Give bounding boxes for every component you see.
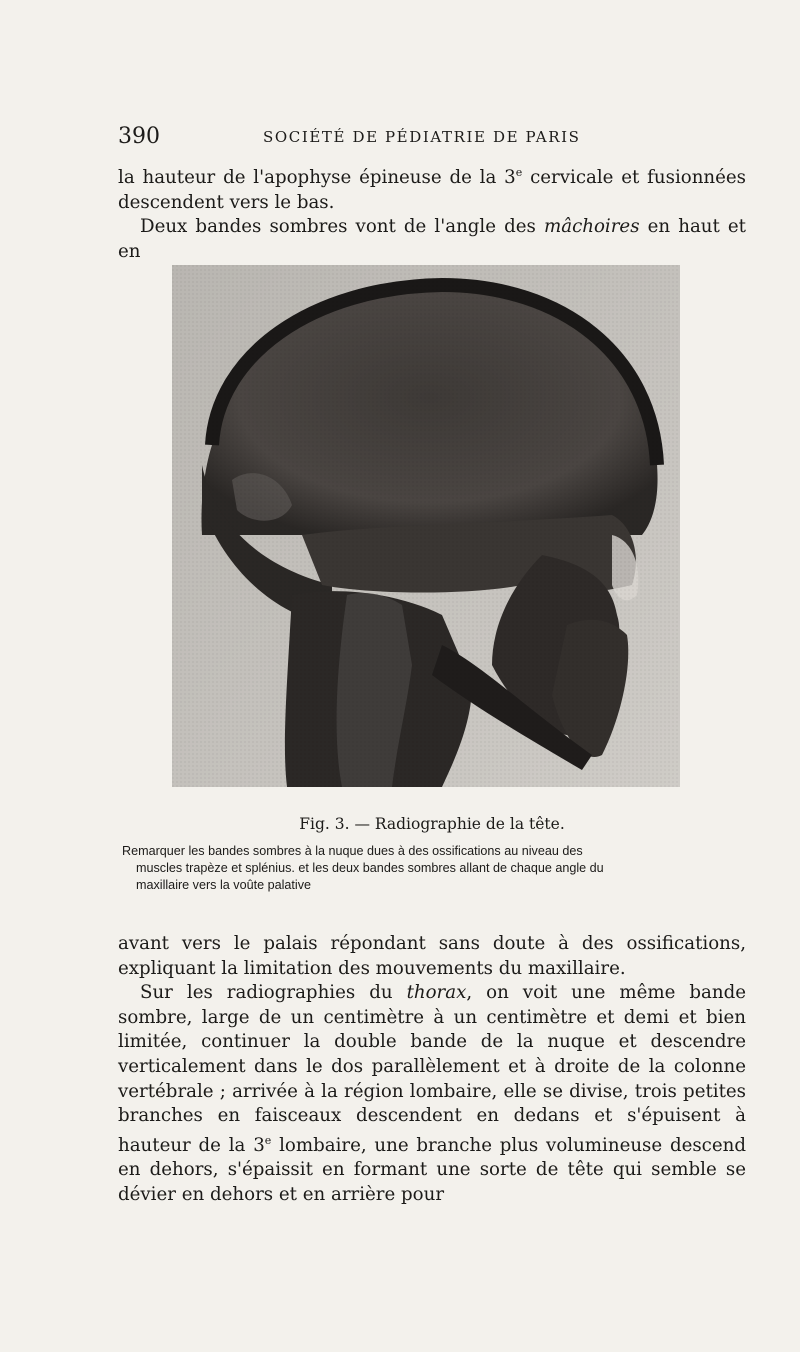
skull-radiograph-image (172, 265, 680, 787)
bottom-text-block (118, 932, 746, 1208)
page-header (118, 124, 746, 154)
figure-note-line: maxillaire vers la voûte palative (136, 878, 311, 892)
figure-note (122, 843, 748, 894)
paragraph: Deux bandes sombres vont de l'angle des mâchoires en haut et en (118, 216, 746, 262)
paragraph: Sur les radiographies du thorax, on voit une même bande sombre, large de un centimètre à un centimètre et demi et bien limitée, continuer la double bande de la nuque et descendre verticalement dans le dos parallèlement et à droite de la colonne vertébrale ; arrivée à la région lombaire, elle se divise, trois petites branches en faisceaux descendent en dedans et s'épuisent à hauteur de la 3e lombaire, une branche plus volumineuse descend en dehors, s'épaissit en formant une sorte de tête qui semble se dévier en dehors et en arrière pour (118, 982, 746, 1205)
figure-note-line: Remarquer les bandes sombres à la nuque dues à des ossifications au niveau des (122, 844, 583, 858)
paragraph: avant vers le palais répondant sans doute à des ossifications, expliquant la limitation des mouvements du maxillaire. (118, 933, 746, 979)
figure-caption: Fig. 3. — Radiographie de la tête. (299, 815, 565, 833)
page-number: 390 (118, 124, 160, 149)
running-title: SOCIÉTÉ DE PÉDIATRIE DE PARIS (263, 128, 581, 146)
figure-note-line: muscles trapèze et splénius. et les deux bandes sombres allant de chaque angle du (136, 861, 604, 875)
top-text-block (118, 161, 746, 264)
paragraph: la hauteur de l'apophyse épineuse de la 3e cervicale et fusionnées descendent vers le bas. (118, 166, 746, 213)
